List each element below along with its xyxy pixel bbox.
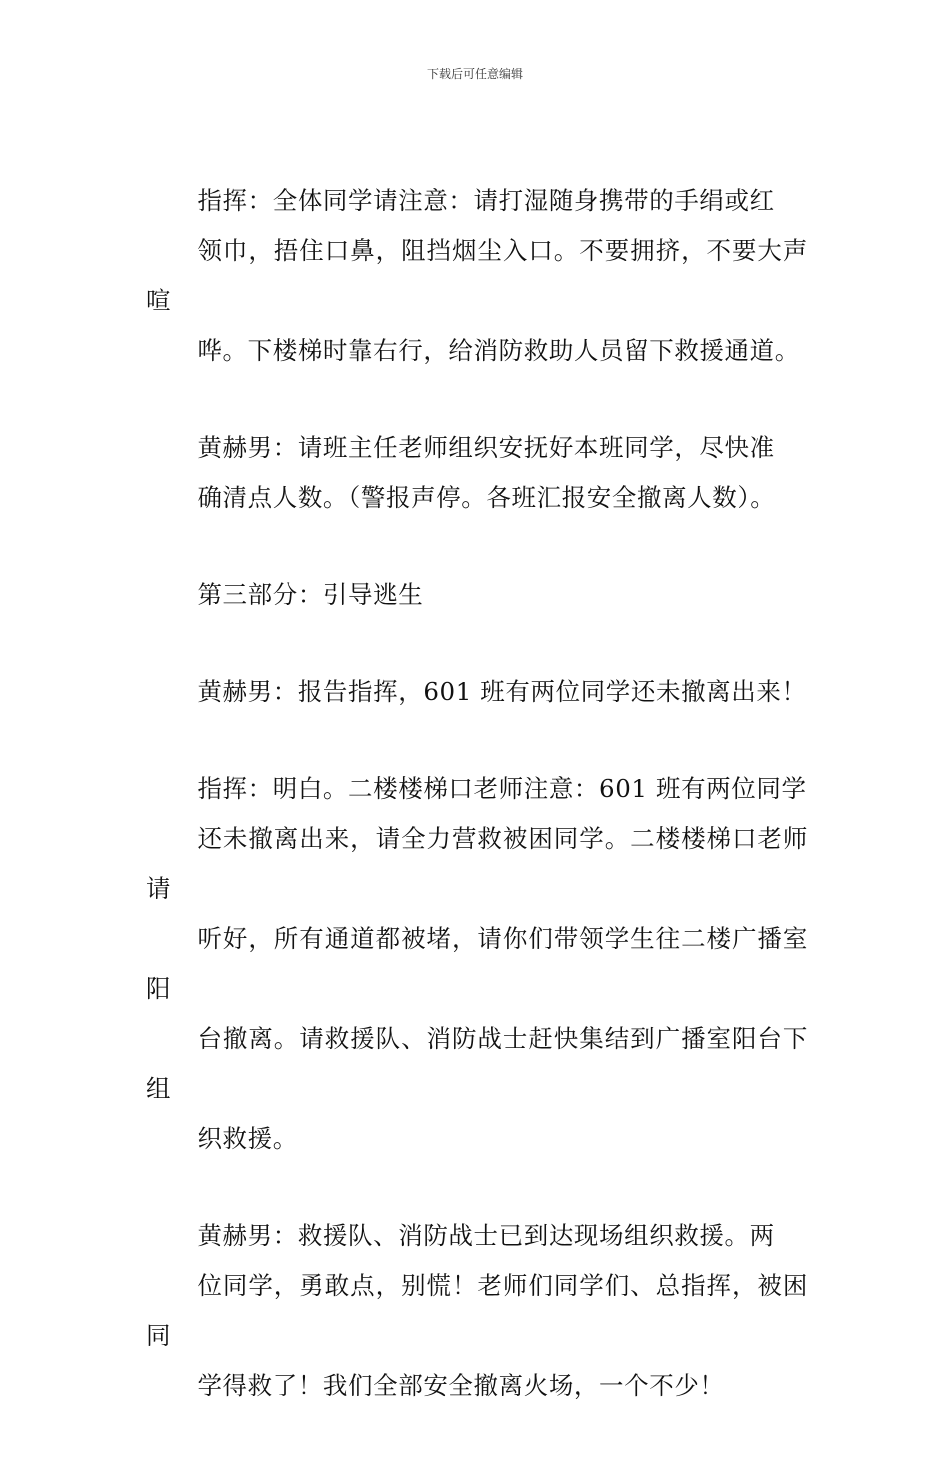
paragraph-line: 听好，所有通道都被堵，请你们带领学生往二楼广播室阳 xyxy=(146,924,808,1003)
paragraph-line: 指挥：明白。二楼楼梯口老师注意：601 班有两位同学 xyxy=(197,774,807,803)
paragraph-command-instructions xyxy=(146,176,808,376)
paragraph-line: 织救援。 xyxy=(197,1124,298,1153)
paragraph-line: 领巾，捂住口鼻，阻挡烟尘入口。不要拥挤，不要大声喧 xyxy=(146,236,808,315)
paragraph-line: 位同学，勇敢点，别慌！老师们同学们、总指挥，被困同 xyxy=(146,1271,808,1350)
paragraph-line: 学得救了！我们全部安全撤离火场，一个不少！ xyxy=(197,1371,725,1400)
page-header-note: 下载后可任意编辑 xyxy=(426,67,523,81)
section-heading-part-three xyxy=(146,570,808,620)
section-heading: 第三部分：引导逃生 xyxy=(197,580,424,609)
paragraph-line: 黄赫男：报告指挥，601 班有两位同学还未撤离出来！ xyxy=(197,677,807,706)
paragraph-rescue-complete xyxy=(146,1211,808,1411)
paragraph-line: 台撤离。请救援队、消防战士赶快集结到广播室阳台下组 xyxy=(146,1024,808,1103)
paragraph-line: 还未撤离出来，请全力营救被困同学。二楼楼梯口老师请 xyxy=(146,824,808,903)
paragraph-head-teacher-count xyxy=(146,423,808,523)
paragraph-line: 黄赫男：救援队、消防战士已到达现场组织救援。两 xyxy=(197,1221,775,1250)
paragraph-rescue-order xyxy=(146,764,808,1164)
paragraph-report-missing xyxy=(146,667,808,717)
paragraph-line: 哗。下楼梯时靠右行，给消防救助人员留下救援通道。 xyxy=(197,336,800,365)
paragraph-line: 黄赫男：请班主任老师组织安抚好本班同学，尽快准 xyxy=(197,433,775,462)
document-body xyxy=(146,176,808,1458)
paragraph-line: 确清点人数。（警报声停。各班汇报安全撤离人数）。 xyxy=(197,483,776,512)
paragraph-line: 指挥：全体同学请注意：请打湿随身携带的手绢或红 xyxy=(197,186,775,215)
